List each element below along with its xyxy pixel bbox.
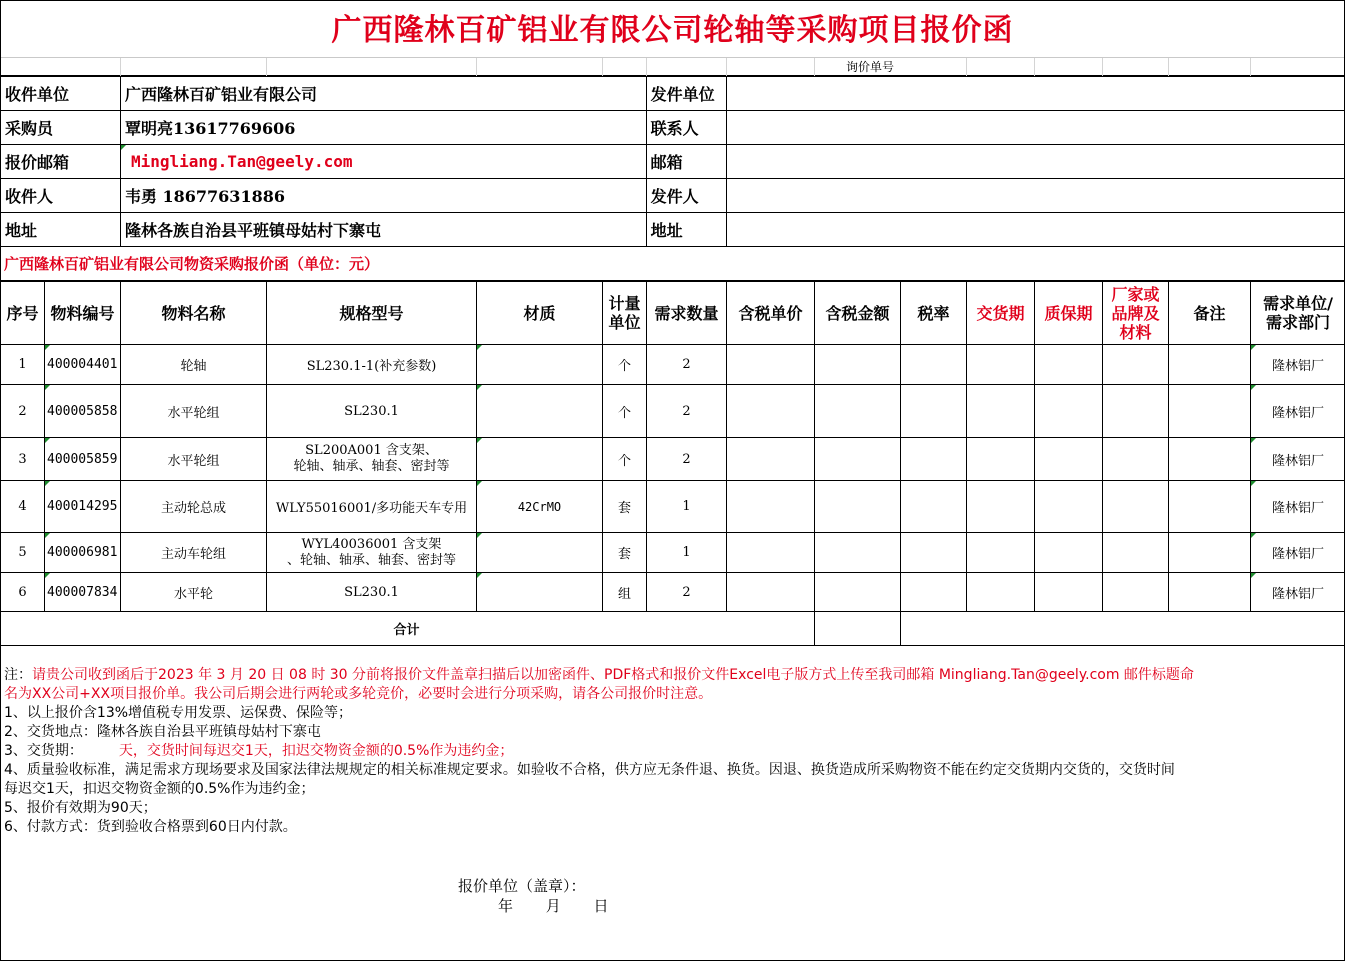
receiver-unit-label: 收件单位 xyxy=(1,77,121,111)
signature-date: 年 月 日 xyxy=(498,897,609,915)
grid-cell xyxy=(726,58,815,76)
cell-material[interactable]: 42CrMO xyxy=(477,481,603,533)
cell-tax[interactable] xyxy=(901,481,967,533)
total-label-cell xyxy=(1,612,815,646)
cell-tax[interactable] xyxy=(901,385,967,438)
cell-remark[interactable] xyxy=(1169,573,1251,612)
cell-spec-line1: SL230.1 xyxy=(344,584,399,600)
receiver-unit-value[interactable]: 广西隆林百矿铝业有限公司 xyxy=(120,77,646,111)
contact-value[interactable] xyxy=(726,111,1344,145)
note-red-2: 名为XX公司+XX项目报价单。我公司后期会进行两轮或多轮竞价，必要时会进行分项采购，请各公司报价时注意。 xyxy=(4,686,713,702)
cell-dept[interactable]: 隆林铝厂 xyxy=(1251,573,1345,612)
cell-price[interactable] xyxy=(727,533,815,573)
cell-warranty[interactable] xyxy=(1035,345,1103,385)
cell-spec[interactable] xyxy=(267,533,477,573)
col-unit xyxy=(603,282,647,345)
cell-remark[interactable] xyxy=(1169,481,1251,533)
cell-brand[interactable] xyxy=(1103,481,1169,533)
note-line-6: 6、付款方式：货到验收合格票到60日内付款。 xyxy=(4,819,297,835)
grid-cell xyxy=(0,58,121,76)
cell-dept[interactable]: 隆林铝厂 xyxy=(1251,345,1345,385)
cell-qty[interactable]: 2 xyxy=(647,573,727,612)
note-line-3-prefix: 3、交货期： xyxy=(4,743,83,759)
cell-unit[interactable]: 个 xyxy=(603,385,647,438)
table-row xyxy=(1,385,1345,438)
inquiry-number-label: 询价单号 xyxy=(845,60,894,74)
col-material: 材质 xyxy=(477,282,603,345)
grid-cell xyxy=(476,58,603,76)
note-line-5: 5、报价有效期为90天； xyxy=(4,800,157,816)
note-line xyxy=(4,742,1342,761)
cell-spec-line2: 、轮轴、轴承、轴套、密封等 xyxy=(286,552,456,568)
cell-amount[interactable] xyxy=(815,345,901,385)
buyer-label: 采购员 xyxy=(1,111,121,145)
recipient-label: 收件人 xyxy=(1,179,121,213)
info-row xyxy=(1,179,1345,213)
cell-qty[interactable]: 2 xyxy=(647,385,727,438)
cell-unit[interactable]: 个 xyxy=(603,345,647,385)
info-row xyxy=(1,77,1345,111)
cell-amount[interactable] xyxy=(815,573,901,612)
table-row xyxy=(1,345,1345,385)
cell-amount[interactable] xyxy=(815,438,901,481)
info-row xyxy=(1,145,1345,179)
sender-address-label: 地址 xyxy=(646,213,726,247)
cell-unit[interactable]: 组 xyxy=(603,573,647,612)
cell-qty[interactable]: 1 xyxy=(647,533,727,573)
cell-spec[interactable] xyxy=(267,481,477,533)
note-line-4b: 每迟交1天，扣迟交物资金额的0.5%作为违约金； xyxy=(4,781,315,797)
address-label: 地址 xyxy=(1,213,121,247)
col-name: 物料名称 xyxy=(121,282,267,345)
sender-unit-value[interactable] xyxy=(726,77,1344,111)
col-delivery: 交货期 xyxy=(967,282,1035,345)
cell-spec[interactable] xyxy=(267,573,477,612)
cell-name[interactable]: 主动轮总成 xyxy=(121,481,267,533)
cell-name[interactable]: 轮轴 xyxy=(121,345,267,385)
cell-delivery[interactable] xyxy=(967,533,1035,573)
note-line-1: 1、以上报价含13%增值税专用发票、运保费、保险等； xyxy=(4,705,353,721)
table-row xyxy=(1,481,1345,533)
notes-block xyxy=(4,666,1342,837)
col-brand-line3: 材料 xyxy=(1119,322,1152,342)
recipient-value[interactable]: 韦勇 18677631886 xyxy=(120,179,646,213)
cell-spec-line1: SL230.1 xyxy=(344,403,399,419)
total-amount-cell[interactable] xyxy=(815,612,901,646)
email-label: 邮箱 xyxy=(646,145,726,179)
cell-code[interactable]: 400004401 xyxy=(45,345,121,385)
grid-cell xyxy=(966,58,1035,76)
cell-name[interactable]: 主动车轮组 xyxy=(121,533,267,573)
cell-brand[interactable] xyxy=(1103,533,1169,573)
cell-code[interactable]: 400007834 xyxy=(45,573,121,612)
cell-material[interactable] xyxy=(477,385,603,438)
grid-cell xyxy=(646,58,727,76)
cell-unit[interactable]: 套 xyxy=(603,533,647,573)
col-price: 含税单价 xyxy=(727,282,815,345)
note-line-4a: 4、质量验收标准，满足需求方现场要求及国家法律法规规定的相关标准规定要求。如验收不合格，供方应无条件退、换货。因退、换货造成所采购物资不能在约定交货期内交货的，交货时间 xyxy=(4,762,1175,778)
items-table xyxy=(0,281,1345,646)
cell-qty[interactable]: 1 xyxy=(647,481,727,533)
cell-dept[interactable]: 隆林铝厂 xyxy=(1251,438,1345,481)
grid-cell xyxy=(120,58,267,76)
cell-tax[interactable] xyxy=(901,573,967,612)
cell-warranty[interactable] xyxy=(1035,438,1103,481)
page-title: 广西隆林百矿铝业有限公司轮轴等采购项目报价函 xyxy=(0,0,1345,58)
cell-code[interactable]: 400005859 xyxy=(45,438,121,481)
info-row xyxy=(1,213,1345,247)
note-red-1: 请贵公司收到函后于2023 年 3 月 20 日 08 时 30 分前将报价文件盖章扫描后以加密函件、PDF格式和报价文件Excel电子版方式上传至我司邮箱 Mingliang.Tan@geely.com 邮件标题命 xyxy=(32,667,1194,683)
cell-seq: 2 xyxy=(1,385,45,438)
cell-warranty[interactable] xyxy=(1035,385,1103,438)
grid-cell xyxy=(266,58,477,76)
cell-delivery[interactable] xyxy=(967,385,1035,438)
cell-spec[interactable] xyxy=(267,345,477,385)
note-prefix: 注： xyxy=(4,667,32,683)
table-header-row xyxy=(1,282,1345,345)
cell-brand[interactable] xyxy=(1103,385,1169,438)
cell-qty[interactable]: 2 xyxy=(647,345,727,385)
cell-delivery[interactable] xyxy=(967,481,1035,533)
col-brand-line1: 厂家或 xyxy=(1111,284,1160,304)
col-unit-line1: 计量 xyxy=(608,294,641,313)
cell-spec-line2: 轮轴、轴承、轴套、密封等 xyxy=(293,459,450,474)
cell-brand[interactable] xyxy=(1103,438,1169,481)
cell-price[interactable] xyxy=(727,481,815,533)
cell-spec-line1: WLY55016001/多功能天车专用 xyxy=(275,501,468,516)
sender-value[interactable] xyxy=(726,179,1344,213)
total-label: 合计 xyxy=(393,623,420,638)
col-dept-line2: 需求部门 xyxy=(1265,313,1330,332)
cell-spec-line1: SL230.1-1(补充参数) xyxy=(306,359,437,374)
cell-material[interactable] xyxy=(477,438,603,481)
col-tax: 税率 xyxy=(901,282,967,345)
cell-spec[interactable] xyxy=(267,385,477,438)
col-remark: 备注 xyxy=(1169,282,1251,345)
inquiry-row xyxy=(0,58,1345,76)
cell-spec[interactable] xyxy=(267,438,477,481)
grid-cell xyxy=(602,58,647,76)
email-value[interactable] xyxy=(726,145,1344,179)
cell-seq: 6 xyxy=(1,573,45,612)
col-unit-line2: 单位 xyxy=(608,313,641,332)
col-code: 物料编号 xyxy=(45,282,121,345)
grid-cell xyxy=(1102,58,1169,76)
col-qty: 需求数量 xyxy=(647,282,727,345)
grid-cell xyxy=(1034,58,1103,76)
cell-delivery[interactable] xyxy=(967,438,1035,481)
address-value[interactable]: 隆林各族自治县平班镇母姑村下寨屯 xyxy=(120,213,646,247)
cell-dept[interactable]: 隆林铝厂 xyxy=(1251,481,1345,533)
cell-seq: 5 xyxy=(1,533,45,573)
note-line-3-red: 天，交货时间每迟交1天，扣迟交物资金额的0.5%作为违约金； xyxy=(118,743,514,759)
cell-brand[interactable] xyxy=(1103,345,1169,385)
cell-remark[interactable] xyxy=(1169,533,1251,573)
total-row xyxy=(1,612,1345,646)
cell-name[interactable]: 水平轮组 xyxy=(121,438,267,481)
col-brand xyxy=(1103,282,1169,345)
cell-price[interactable] xyxy=(727,573,815,612)
cell-amount[interactable] xyxy=(815,481,901,533)
cell-tax[interactable] xyxy=(901,533,967,573)
cell-warranty[interactable] xyxy=(1035,481,1103,533)
cell-code[interactable]: 400006981 xyxy=(45,533,121,573)
cell-delivery[interactable] xyxy=(967,573,1035,612)
cell-name[interactable]: 水平轮 xyxy=(121,573,267,612)
cell-amount[interactable] xyxy=(815,533,901,573)
cell-spec-line1: SL200A001 含支架、 xyxy=(305,443,438,458)
total-rest-cell xyxy=(901,612,1345,646)
cell-delivery[interactable] xyxy=(967,345,1035,385)
col-brand-line2: 品牌及 xyxy=(1111,303,1160,323)
cell-tax[interactable] xyxy=(901,438,967,481)
col-warranty: 质保期 xyxy=(1035,282,1103,345)
table-row xyxy=(1,533,1345,573)
cell-tax[interactable] xyxy=(901,345,967,385)
buyer-value[interactable]: 覃明亮13617769606 xyxy=(120,111,646,145)
col-amount: 含税金额 xyxy=(815,282,901,345)
header-info-table xyxy=(0,76,1345,247)
col-dept-line1: 需求单位/ xyxy=(1263,294,1333,313)
cell-remark[interactable] xyxy=(1169,385,1251,438)
quote-email-label: 报价邮箱 xyxy=(1,145,121,179)
note-line xyxy=(4,666,1342,685)
grid-cell xyxy=(1168,58,1251,76)
cell-name[interactable]: 水平轮组 xyxy=(121,385,267,438)
cell-material[interactable] xyxy=(477,533,603,573)
table-row xyxy=(1,438,1345,481)
cell-material[interactable] xyxy=(477,345,603,385)
col-dept xyxy=(1251,282,1345,345)
note-line-2: 2、交货地点：隆林各族自治县平班镇母姑村下寨屯 xyxy=(4,724,321,740)
cell-dept[interactable]: 隆林铝厂 xyxy=(1251,533,1345,573)
contact-label: 联系人 xyxy=(646,111,726,145)
cell-remark[interactable] xyxy=(1169,345,1251,385)
col-seq: 序号 xyxy=(1,282,45,345)
cell-spec-line1: WYL40036001 含支架 xyxy=(301,536,442,552)
sender-address-value[interactable] xyxy=(726,213,1344,247)
signature-label: 报价单位（盖章）： xyxy=(458,877,586,895)
cell-price[interactable] xyxy=(727,345,815,385)
cell-unit[interactable]: 个 xyxy=(603,438,647,481)
cell-price[interactable] xyxy=(727,385,815,438)
info-row xyxy=(1,111,1345,145)
cell-seq: 4 xyxy=(1,481,45,533)
cell-qty[interactable]: 2 xyxy=(647,438,727,481)
cell-seq: 3 xyxy=(1,438,45,481)
col-spec: 规格型号 xyxy=(267,282,477,345)
quote-email-value[interactable]: Mingliang.Tan@geely.com xyxy=(120,145,646,179)
cell-brand[interactable] xyxy=(1103,573,1169,612)
sender-unit-label: 发件单位 xyxy=(646,77,726,111)
cell-warranty[interactable] xyxy=(1035,573,1103,612)
cell-code[interactable]: 400005858 xyxy=(45,385,121,438)
cell-remark[interactable] xyxy=(1169,438,1251,481)
cell-amount[interactable] xyxy=(815,385,901,438)
cell-dept[interactable]: 隆林铝厂 xyxy=(1251,385,1345,438)
cell-unit[interactable]: 套 xyxy=(603,481,647,533)
cell-code[interactable]: 400014295 xyxy=(45,481,121,533)
sender-label: 发件人 xyxy=(646,179,726,213)
cell-price[interactable] xyxy=(727,438,815,481)
table-row xyxy=(1,573,1345,612)
cell-material[interactable] xyxy=(477,573,603,612)
cell-seq: 1 xyxy=(1,345,45,385)
section-subtitle: 广西隆林百矿铝业有限公司物资采购报价函（单位：元） xyxy=(0,248,1345,281)
cell-warranty[interactable] xyxy=(1035,533,1103,573)
